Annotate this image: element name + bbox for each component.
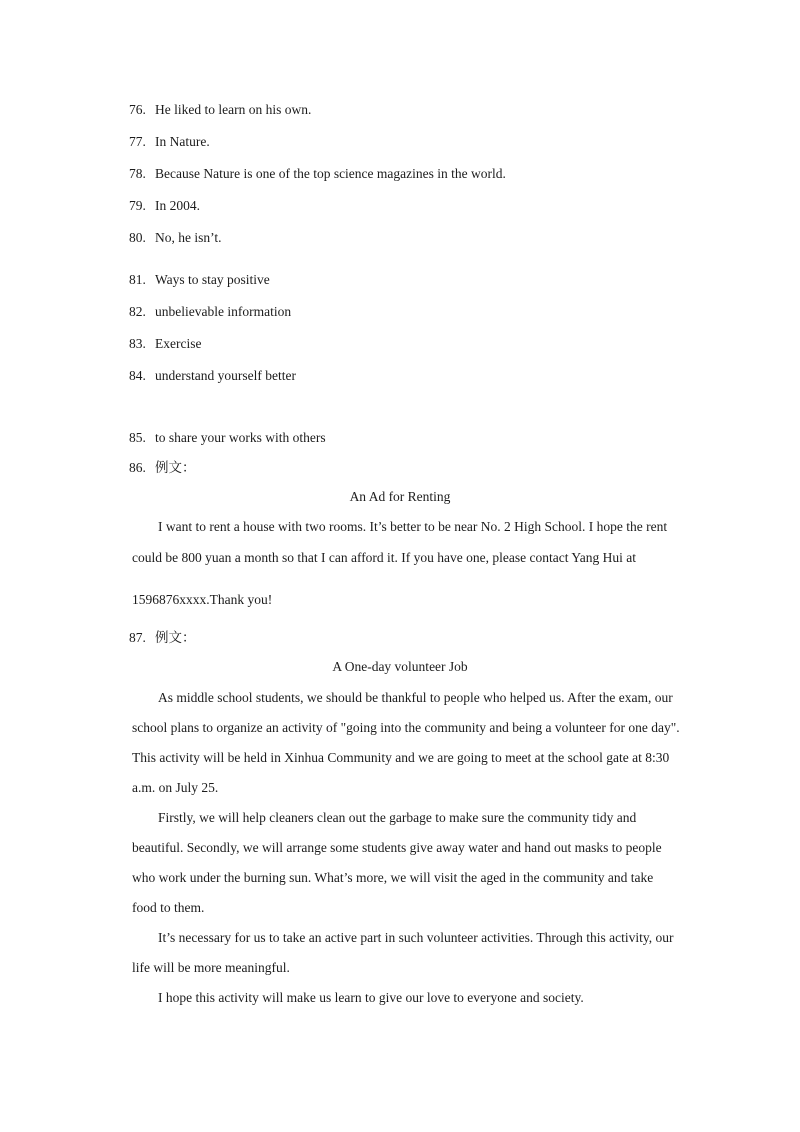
answer-text: No, he isn’t. xyxy=(155,230,222,245)
question-87-label xyxy=(129,629,196,647)
essay-86-title: An Ad for Renting xyxy=(349,489,451,504)
essay-87-line: school plans to organize an activity of "going into the community and being a volunteer for one day". xyxy=(132,720,680,735)
answer-text: unbelievable information xyxy=(155,304,292,319)
essay-87-line: a.m. on July 25. xyxy=(132,780,219,795)
answer-76 xyxy=(129,101,311,119)
answer-text: Ways to stay positive xyxy=(155,272,270,287)
essay-87-line: Firstly, we will help cleaners clean out the garbage to make sure the community tidy and xyxy=(158,810,637,825)
answer-text: He liked to learn on his own. xyxy=(155,102,312,117)
answer-number: 80. xyxy=(129,230,146,245)
answer-number: 84. xyxy=(129,368,146,383)
essay-87-line: food to them. xyxy=(132,900,205,915)
answer-78 xyxy=(129,165,506,183)
answer-text: understand yourself better xyxy=(155,368,296,383)
question-86-label xyxy=(129,459,196,477)
answer-text: to share your works with others xyxy=(155,430,326,445)
essay-87-line: life will be more meaningful. xyxy=(132,960,290,975)
answer-83 xyxy=(129,335,201,353)
essay-87-line: beautiful. Secondly, we will arrange some students give away water and hand out masks to people xyxy=(132,840,662,855)
essay-87-line: This activity will be held in Xinhua Community and we are going to meet at the school gate at 8:30 xyxy=(132,750,670,765)
essay-86-line: I want to rent a house with two rooms. It’s better to be near No. 2 High School. I hope the rent xyxy=(158,519,668,534)
essay-86-line: 1596876xxxx.Thank you! xyxy=(132,592,273,607)
answer-79 xyxy=(129,197,200,215)
answer-81 xyxy=(129,271,270,289)
answer-number: 77. xyxy=(129,134,146,149)
answer-number: 79. xyxy=(129,198,146,213)
question-number: 87. xyxy=(129,630,146,645)
answer-text: Exercise xyxy=(155,336,202,351)
sample-essay-label: 例文： xyxy=(155,460,196,475)
answer-84 xyxy=(129,367,296,385)
answer-85 xyxy=(129,429,326,447)
essay-86-line: could be 800 yuan a month so that I can afford it. If you have one, please contact Yang Hui at xyxy=(132,550,636,565)
answer-number: 76. xyxy=(129,102,146,117)
essay-87-title: A One-day volunteer Job xyxy=(332,659,468,674)
essay-87-line: It’s necessary for us to take an active part in such volunteer activities. Through this activity, our xyxy=(158,930,674,945)
answer-number: 85. xyxy=(129,430,146,445)
answer-number: 78. xyxy=(129,166,146,181)
answer-text: In Nature. xyxy=(155,134,210,149)
answer-text: Because Nature is one of the top science magazines in the world. xyxy=(155,166,506,181)
answer-text: In 2004. xyxy=(155,198,200,213)
sample-essay-label: 例文： xyxy=(155,630,196,645)
question-number: 86. xyxy=(129,460,146,475)
answer-number: 83. xyxy=(129,336,146,351)
answer-82 xyxy=(129,303,291,321)
essay-87-line: who work under the burning sun. What’s more, we will visit the aged in the community and take xyxy=(132,870,654,885)
essay-87-line: I hope this activity will make us learn to give our love to everyone and society. xyxy=(158,990,584,1005)
essay-87-line: As middle school students, we should be thankful to people who helped us. After the exam, our xyxy=(158,690,673,705)
answer-number: 82. xyxy=(129,304,146,319)
answer-number: 81. xyxy=(129,272,146,287)
answer-77 xyxy=(129,133,210,151)
answer-80 xyxy=(129,229,222,247)
